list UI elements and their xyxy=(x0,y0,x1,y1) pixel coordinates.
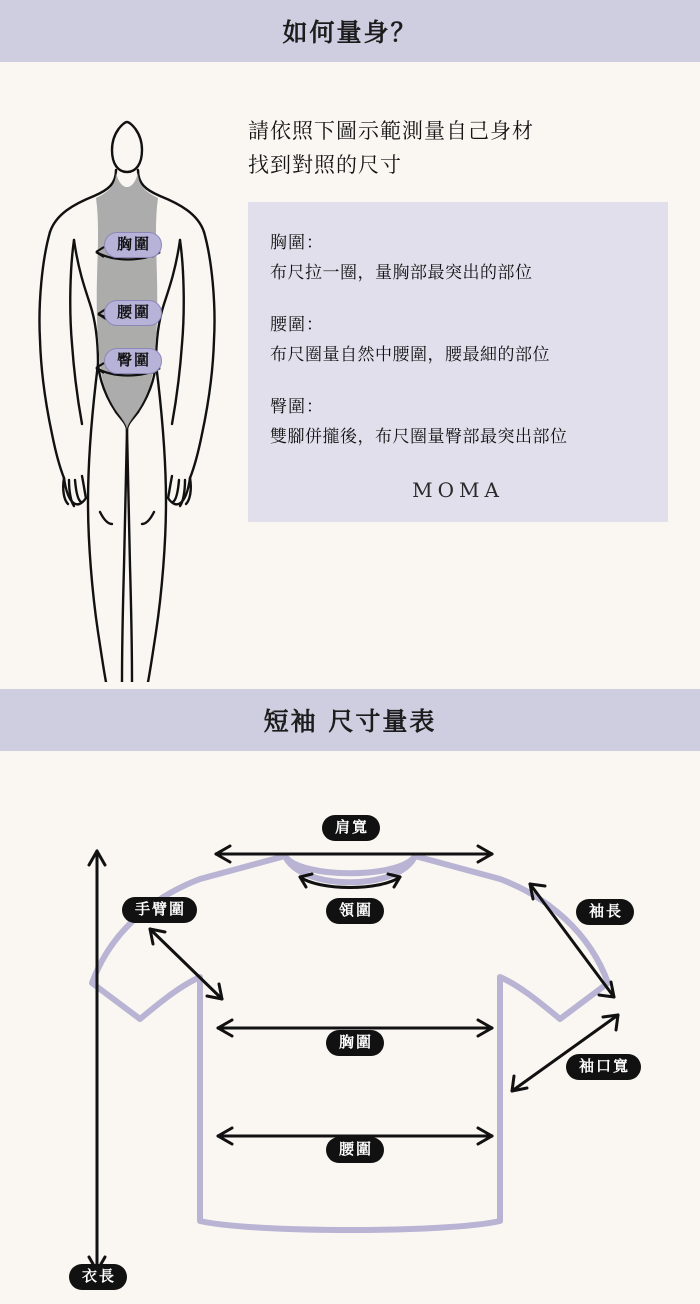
measure-item-waist-desc: 布尺圈量自然中腰圍，腰最細的部位 xyxy=(270,345,550,365)
shirt-label-length: 衣長 xyxy=(69,1264,127,1290)
brand-wordmark: MOMA xyxy=(412,478,504,502)
measure-instructions xyxy=(248,114,688,522)
measure-item-waist xyxy=(270,310,646,370)
shirt-label-cuff: 袖口寬 xyxy=(566,1054,641,1080)
shirt-label-shoulder: 肩寬 xyxy=(322,815,380,841)
shirt-label-sleeve: 袖長 xyxy=(576,899,634,925)
female-body-diagram xyxy=(12,72,242,682)
measure-item-waist-label: 腰圍： xyxy=(270,315,324,335)
shirt-label-chest: 胸圍 xyxy=(326,1030,384,1056)
shirt-label-waist: 腰圍 xyxy=(326,1137,384,1163)
page-title: 如何量身？ xyxy=(282,18,418,47)
measure-item-hip-desc: 雙腳併攏後，布尺圈量臀部最突出部位 xyxy=(270,427,568,447)
body-label-hip: 臀圍 xyxy=(104,348,162,374)
size-chart-title: 短袖 尺寸量表 xyxy=(263,707,437,736)
measure-item-bust-label: 胸圍： xyxy=(270,233,324,253)
intro-line-2: 找到對照的尺寸 xyxy=(248,153,402,177)
intro-paragraph xyxy=(248,114,688,182)
measure-item-bust xyxy=(270,228,646,288)
shirt-label-arm: 手臂圍 xyxy=(122,897,197,923)
measure-item-hip xyxy=(270,392,646,452)
section-body-measure xyxy=(0,62,700,689)
measure-item-bust-desc: 布尺拉一圈，量胸部最突出的部位 xyxy=(270,263,533,283)
shirt-label-collar: 領圍 xyxy=(326,898,384,924)
measure-info-box xyxy=(248,202,668,522)
body-label-bust: 胸圍 xyxy=(104,232,162,258)
section-header-how-to-measure xyxy=(0,0,700,62)
section-header-size-chart xyxy=(0,689,700,751)
body-label-waist: 腰圍 xyxy=(104,300,162,326)
intro-line-1: 請依照下圖示範測量自己身材 xyxy=(248,119,534,143)
section-body-shirt xyxy=(0,751,700,1300)
measure-item-hip-label: 臀圍： xyxy=(270,397,324,417)
